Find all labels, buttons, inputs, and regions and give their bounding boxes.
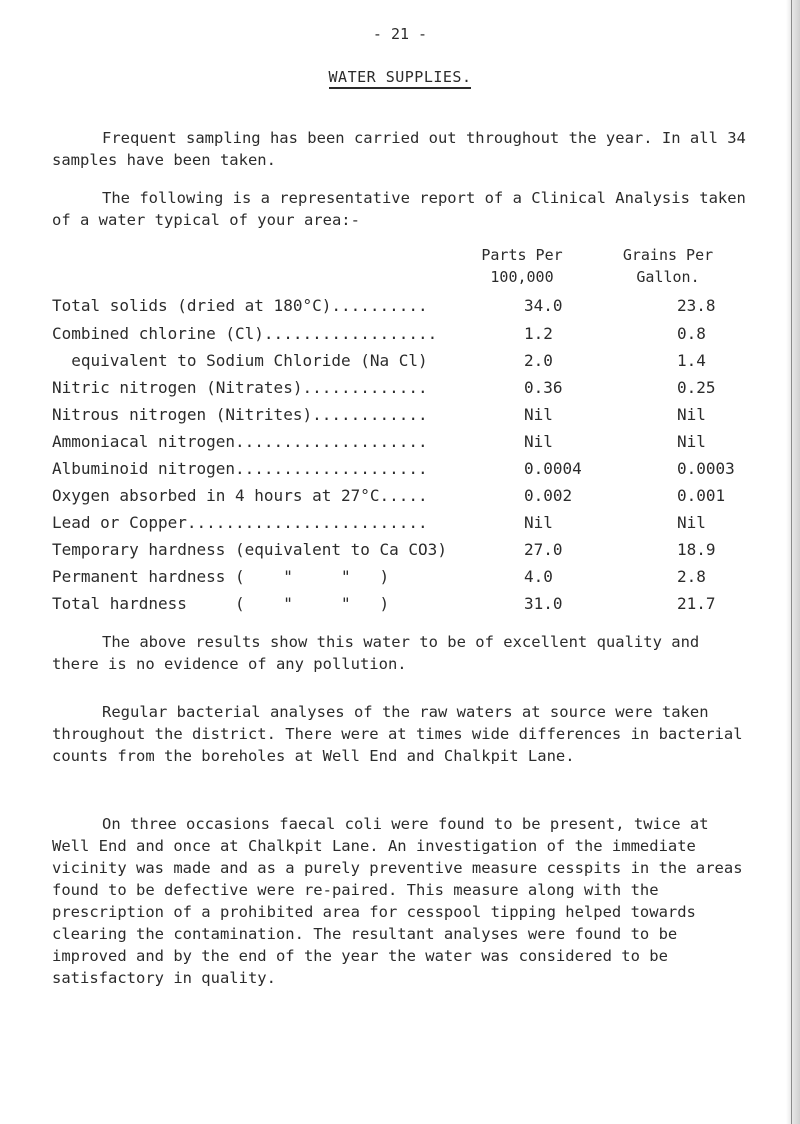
row-label: Combined chlorine (Cl).................. <box>52 324 438 343</box>
page-edge-shadow <box>786 0 800 1124</box>
row-value-grains: 2.8 <box>677 567 706 586</box>
page-edge-line <box>791 0 792 1124</box>
intro-paragraph: Frequent sampling has been carried out throughout the year. In all 34 samples have been taken. <box>52 129 746 169</box>
page-number: - 21 - <box>372 25 428 43</box>
table-row <box>52 294 772 318</box>
row-value-grains: Nil <box>677 432 706 451</box>
row-value-grains: Nil <box>677 405 706 424</box>
table-row <box>52 430 772 454</box>
row-label: Permanent hardness ( " " ) <box>52 567 390 586</box>
row-value-parts: Nil <box>524 405 553 424</box>
row-label: Total solids (dried at 180°C).......... <box>52 296 428 315</box>
table-row <box>52 457 772 481</box>
row-value-grains: 0.001 <box>677 486 726 505</box>
row-value-grains: 0.25 <box>677 378 716 397</box>
row-value-parts: 0.002 <box>524 486 573 505</box>
row-value-parts: 31.0 <box>524 594 563 613</box>
column-header-parts: Parts Per 100,000 <box>481 246 563 286</box>
table-row <box>52 592 772 616</box>
table-row <box>52 349 772 373</box>
row-value-grains: 23.8 <box>677 296 716 315</box>
row-label: Lead or Copper......................... <box>52 513 428 532</box>
row-value-parts: Nil <box>524 432 553 451</box>
row-value-parts: 1.2 <box>524 324 553 343</box>
table-row <box>52 565 772 589</box>
row-value-parts: 2.0 <box>524 351 553 370</box>
row-label: Oxygen absorbed in 4 hours at 27°C..... <box>52 486 428 505</box>
section-heading-text: WATER SUPPLIES. <box>329 68 472 89</box>
row-value-grains: 0.0003 <box>677 459 735 478</box>
row-label: Temporary hardness (equivalent to Ca CO3) <box>52 540 447 559</box>
table-row <box>52 538 772 562</box>
row-value-parts: 34.0 <box>524 296 563 315</box>
row-label: Total hardness ( " " ) <box>52 594 390 613</box>
section-heading <box>0 68 800 86</box>
row-value-parts: 0.0004 <box>524 459 582 478</box>
bacterial-paragraph: Regular bacterial analyses of the raw waters at source were taken throughout the district. There were at times wide differences in bacterial counts from the boreholes at Well End and Chalkpit Lane. <box>52 703 743 765</box>
table-row <box>52 511 772 535</box>
row-value-grains: 18.9 <box>677 540 716 559</box>
coli-paragraph: On three occasions faecal coli were found to be present, twice at Well End and once at Chalkpit Lane. An investigation of the immediate vicinity was made and as a purely preventive measure cesspits in the areas found to be defective were re-paired. This measure along with the prescription of a prohibited area for cesspool tipping helped towards clearing the contamination. The resultant analyses were found to be improved and by the end of the year the water was considered to be satisfactory in quality. <box>52 815 743 987</box>
column-header-grains: Grains Per Gallon. <box>622 246 714 286</box>
row-label: Albuminoid nitrogen.................... <box>52 459 428 478</box>
row-value-parts: 0.36 <box>524 378 563 397</box>
row-value-parts: 4.0 <box>524 567 553 586</box>
row-value-parts: Nil <box>524 513 553 532</box>
table-row <box>52 403 772 427</box>
row-value-grains: 21.7 <box>677 594 716 613</box>
row-value-grains: 1.4 <box>677 351 706 370</box>
report-intro-paragraph: The following is a representative report of a Clinical Analysis taken of a water typical of your area:- <box>52 189 746 229</box>
table-row <box>52 484 772 508</box>
table-row <box>52 322 772 346</box>
table-row <box>52 376 772 400</box>
row-value-grains: Nil <box>677 513 706 532</box>
row-label: equivalent to Sodium Chloride (Na Cl) <box>52 351 428 370</box>
conclusion-paragraph: The above results show this water to be of excellent quality and there is no evidence of any pollution. <box>52 633 700 673</box>
row-label: Nitrous nitrogen (Nitrites)............ <box>52 405 428 424</box>
row-value-grains: 0.8 <box>677 324 706 343</box>
row-label: Nitric nitrogen (Nitrates)............. <box>52 378 428 397</box>
row-value-parts: 27.0 <box>524 540 563 559</box>
row-label: Ammoniacal nitrogen.................... <box>52 432 428 451</box>
